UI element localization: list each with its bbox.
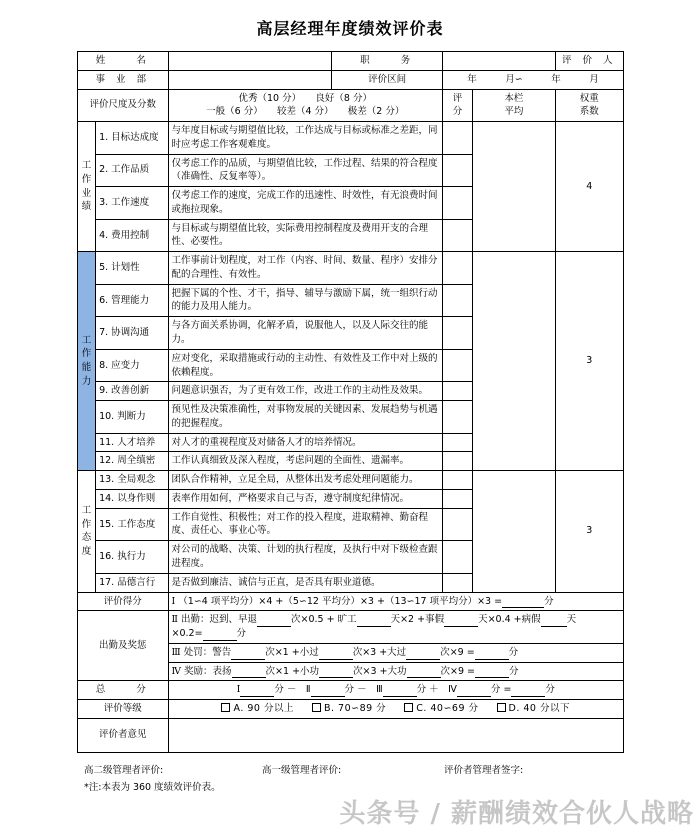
form-body xyxy=(78,52,624,753)
praise-count-input[interactable] xyxy=(232,667,266,678)
position-value[interactable] xyxy=(442,52,555,71)
grade-option-d-label: D. 40 分以下 xyxy=(508,703,570,715)
formula-two-b: 次×0.5 + 旷工 xyxy=(291,614,357,626)
formula-three-unit: 分 xyxy=(508,646,519,658)
criteria-description: 与目标或与期望值比较，实际费用控制程度及费用开支的合理性、必要性。 xyxy=(168,219,442,252)
score-cell[interactable] xyxy=(442,401,472,434)
formula-three-d: 次×9 = xyxy=(440,646,475,658)
formula-three-c: 次×3 +大过 xyxy=(352,646,407,658)
name-label: 姓 名 xyxy=(78,52,169,71)
score-cell[interactable] xyxy=(442,154,472,187)
period-value[interactable]: 年 月∽ 年 月 xyxy=(442,70,623,89)
department-label: 事 业 部 xyxy=(78,70,169,89)
criteria-name: 15. 工作态度 xyxy=(96,508,168,541)
signature-evaluator: 评价者管理者签字: xyxy=(444,764,524,776)
formula-numeral-ii: Ⅱ xyxy=(171,614,178,626)
criteria-name: 10. 判断力 xyxy=(96,401,168,434)
score-cell[interactable] xyxy=(442,433,472,452)
grade-option-c-label: C. 40∽69 分 xyxy=(416,703,479,715)
period-label: 评价区间 xyxy=(332,70,443,89)
total-score-label: 总 分 xyxy=(78,681,169,700)
score-cell[interactable] xyxy=(442,573,472,592)
formula-numeral-i: Ⅰ xyxy=(171,595,176,607)
criteria-name: 9. 改善创新 xyxy=(96,382,168,401)
grade-label: 评价等级 xyxy=(78,700,169,719)
score-cell[interactable] xyxy=(442,349,472,382)
scale-line-1: 优秀（10 分） 良好（8 分） xyxy=(238,92,372,104)
formula-three xyxy=(168,643,624,662)
position-label: 职 务 xyxy=(332,52,443,71)
checkbox-icon[interactable] xyxy=(221,703,230,712)
criteria-name: 3. 工作速度 xyxy=(96,187,168,220)
score-column-header: 评 分 xyxy=(442,89,472,122)
criteria-description: 仅考虑工作的速度，完成工作的迅速性、时效性，有无浪费时间或拖拉现象。 xyxy=(168,187,442,220)
header-row-period xyxy=(78,70,624,89)
score-cell[interactable] xyxy=(442,541,472,574)
department-value[interactable] xyxy=(168,70,332,89)
criteria-description: 是否做到廉洁、诚信与正直，是否具有职业道德。 xyxy=(168,573,442,592)
formula-two-f: ×0.2= xyxy=(171,628,203,640)
checkbox-icon[interactable] xyxy=(404,703,413,712)
criteria-name: 13. 全局观念 xyxy=(96,471,168,490)
total-text-2: 分 － Ⅱ xyxy=(274,684,311,696)
formula-two-result-input[interactable] xyxy=(203,630,237,641)
formula-three-result-input[interactable] xyxy=(475,649,509,660)
formula-four-c: 次×3 +大功 xyxy=(353,665,407,677)
formula-two-unit: 分 xyxy=(236,628,247,640)
group-average-cell[interactable] xyxy=(473,252,555,471)
score-cell[interactable] xyxy=(442,382,472,401)
score-cell[interactable] xyxy=(442,489,472,508)
grade-option-b-label: B. 70∽89 分 xyxy=(323,703,387,715)
score-cell[interactable] xyxy=(442,252,472,285)
criteria-description: 预见性及决策准确性，对事物发展的关键因素、发展趋势与机遇的把握程度。 xyxy=(168,401,442,434)
formula-four-b: 次×1 +小功 xyxy=(265,665,320,677)
score-cell[interactable] xyxy=(442,508,472,541)
criteria-description: 工作自觉性、积极性；对工作的投入程度，进取精神、勤奋程度、责任心、事业心等。 xyxy=(168,508,442,541)
group-average-cell[interactable] xyxy=(473,471,555,592)
criteria-description: 对公司的战略、决策、计划的执行程度，及执行中对下级检查跟进程度。 xyxy=(168,541,442,574)
minor-merit-input[interactable] xyxy=(319,667,353,678)
criteria-name: 16. 执行力 xyxy=(96,541,168,574)
formula-four-a: 奖励：表扬 xyxy=(184,665,232,677)
criteria-description: 问题意识强否，为了更有效工作，改进工作的主动性及效果。 xyxy=(168,382,442,401)
formula-two xyxy=(168,611,624,644)
score-cell[interactable] xyxy=(442,471,472,490)
group-label-attitude: 工 作 态 度 xyxy=(78,471,96,592)
late-count-input[interactable] xyxy=(257,616,291,627)
formula-one-text: （1∽4 项平均分）×4 +（5∽12 平均分）×3 +（13∽17 项平均分）×3 = xyxy=(178,595,503,607)
criteria-name: 8. 应变力 xyxy=(96,349,168,382)
formula-two-e: 天 xyxy=(566,614,577,626)
weight-coefficient-header: 权重 系数 xyxy=(555,89,623,122)
grade-option-a-label: A. 90 分以上 xyxy=(233,703,294,715)
total-i-input[interactable] xyxy=(240,686,274,697)
total-score-row xyxy=(78,681,624,700)
grade-options xyxy=(168,700,624,719)
form-note: *注:本表为 360 度绩效评价表。 xyxy=(84,781,221,793)
criteria-description: 应对变化，采取措施或行动的主动性、有效性及工作中对上级的依赖程度。 xyxy=(168,349,442,382)
formula-one-unit: 分 xyxy=(544,595,554,607)
grade-option-a[interactable] xyxy=(221,702,293,716)
formula-three-a: 处罚：警告 xyxy=(183,646,232,658)
name-value[interactable] xyxy=(168,52,332,71)
scale-line-2: 一般（6 分） 较差（4 分） 极差（2 分） xyxy=(206,106,405,118)
criteria-name: 12. 周全缜密 xyxy=(96,452,168,471)
formula-two-a: 出勤：迟到、早退 xyxy=(181,614,258,626)
checkbox-icon[interactable] xyxy=(497,703,506,712)
total-text-5: 分 = xyxy=(490,684,512,696)
formula-four xyxy=(168,662,624,681)
criteria-row xyxy=(78,122,624,155)
opinion-label: 评价者意见 xyxy=(78,718,169,752)
score-cell[interactable] xyxy=(442,122,472,155)
evaluation-score-label: 评价得分 xyxy=(78,592,169,611)
evaluation-form-table xyxy=(77,51,624,753)
criteria-name: 14. 以身作则 xyxy=(96,489,168,508)
criteria-description: 表率作用如何，严格要求自己与否，遵守制度纪律情况。 xyxy=(168,489,442,508)
formula-three-b: 次×1 +小过 xyxy=(265,646,319,658)
criteria-row xyxy=(78,252,624,285)
criteria-name: 4. 费用控制 xyxy=(96,219,168,252)
formula-numeral-iv: Ⅳ xyxy=(171,665,181,677)
score-cell[interactable] xyxy=(442,452,472,471)
page-title: 高层经理年度绩效评价表 xyxy=(256,19,444,38)
group-weight-cell: 4 xyxy=(555,122,623,252)
total-iii-input[interactable] xyxy=(383,686,417,697)
signature-level-two: 高二级管理者评价: xyxy=(84,764,164,776)
formula-four-unit: 分 xyxy=(509,665,519,677)
criteria-description: 与年度目标或与期望值比较，工作达成与目标或标准之差距，同时应考虑工作客观难度。 xyxy=(168,122,442,155)
grade-row xyxy=(78,700,624,719)
checkbox-icon[interactable] xyxy=(312,703,321,712)
criteria-name: 2. 工作品质 xyxy=(96,154,168,187)
formula-one xyxy=(168,592,624,611)
sick-leave-input[interactable] xyxy=(541,616,567,627)
criteria-name: 17. 品德言行 xyxy=(96,573,168,592)
criteria-description: 与各方面关系协调，化解矛盾，说服他人，以及人际交往的能力。 xyxy=(168,317,442,350)
evaluation-score-row xyxy=(78,592,624,611)
criteria-description: 把握下属的个性、才干，指导、辅导与激励下属，统一组织行动的能力及用人能力。 xyxy=(168,284,442,317)
absence-days-input[interactable] xyxy=(357,616,391,627)
formula-numeral-iii: Ⅲ xyxy=(171,646,181,658)
opinion-row xyxy=(78,718,624,752)
formula-two-d: 天×0.4 +病假 xyxy=(478,614,541,626)
criteria-description: 团队合作精神，立足全局，从整体出发考虑处理问题能力。 xyxy=(168,471,442,490)
criteria-name: 6. 管理能力 xyxy=(96,284,168,317)
formula-one-input[interactable] xyxy=(502,597,544,608)
major-demerit-input[interactable] xyxy=(406,649,440,660)
total-formula xyxy=(168,681,624,700)
attendance-label: 出勤及奖惩 xyxy=(78,611,169,681)
personal-leave-input[interactable] xyxy=(444,616,478,627)
scale-values xyxy=(168,89,442,122)
grade-option-b[interactable] xyxy=(312,702,386,716)
evaluator-label: 评 价 人 xyxy=(555,52,623,71)
total-text-3: 分 － Ⅲ xyxy=(344,684,383,696)
scale-label: 评价尺度及分数 xyxy=(78,89,169,122)
total-unit: 分 xyxy=(545,684,555,696)
score-cell[interactable] xyxy=(442,219,472,252)
criteria-description: 仅考虑工作的品质，与期望值比较，工作过程、结果的符合程度（准确性、反复率等）。 xyxy=(168,154,442,187)
group-average-cell[interactable] xyxy=(473,122,555,252)
formula-four-d: 次×9 = xyxy=(440,665,475,677)
criteria-description: 工作认真细致及深入程度，考虑问题的全面性、遗漏率。 xyxy=(168,452,442,471)
group-weight-cell: 3 xyxy=(555,471,623,592)
group-label-ability: 工 作 能 力 xyxy=(78,252,96,471)
criteria-name: 5. 计划性 xyxy=(96,252,168,285)
criteria-row xyxy=(78,471,624,490)
total-iv-input[interactable] xyxy=(457,686,491,697)
minor-demerit-input[interactable] xyxy=(319,649,353,660)
formula-four-result-input[interactable] xyxy=(475,667,509,678)
score-cell[interactable] xyxy=(442,187,472,220)
formula-two-c: 天×2 +事假 xyxy=(390,614,445,626)
group-label-performance: 工 作 业 绩 xyxy=(78,122,96,252)
total-numeral-i: Ⅰ xyxy=(236,684,241,696)
criteria-description: 对人才的重视程度及对储备人才的培养情况。 xyxy=(168,433,442,452)
criteria-description: 工作事前计划程度，对工作（内容、时间、数量、程序）安排分配的合理性、有效性。 xyxy=(168,252,442,285)
total-result-input[interactable] xyxy=(511,686,545,697)
watermark: 头条号 / 薪酬绩效合伙人战略 xyxy=(339,799,694,829)
score-cell[interactable] xyxy=(442,317,472,350)
score-cell[interactable] xyxy=(442,284,472,317)
grade-option-c[interactable] xyxy=(404,702,478,716)
header-row-identity xyxy=(78,52,624,71)
column-average-header: 本栏 平均 xyxy=(473,89,555,122)
group-weight-cell: 3 xyxy=(555,252,623,471)
attendance-row-two xyxy=(78,611,624,644)
major-merit-input[interactable] xyxy=(407,667,441,678)
warning-count-input[interactable] xyxy=(231,649,265,660)
criteria-name: 1. 目标达成度 xyxy=(96,122,168,155)
total-text-4: 分 ＋ Ⅳ xyxy=(416,684,457,696)
criteria-name: 11. 人才培养 xyxy=(96,433,168,452)
criteria-name: 7. 协调沟通 xyxy=(96,317,168,350)
grade-option-d[interactable] xyxy=(497,702,570,716)
scale-header-row xyxy=(78,89,624,122)
total-ii-input[interactable] xyxy=(311,686,345,697)
signature-level-one: 高一级管理者评价: xyxy=(262,764,342,776)
opinion-value[interactable] xyxy=(168,718,624,752)
